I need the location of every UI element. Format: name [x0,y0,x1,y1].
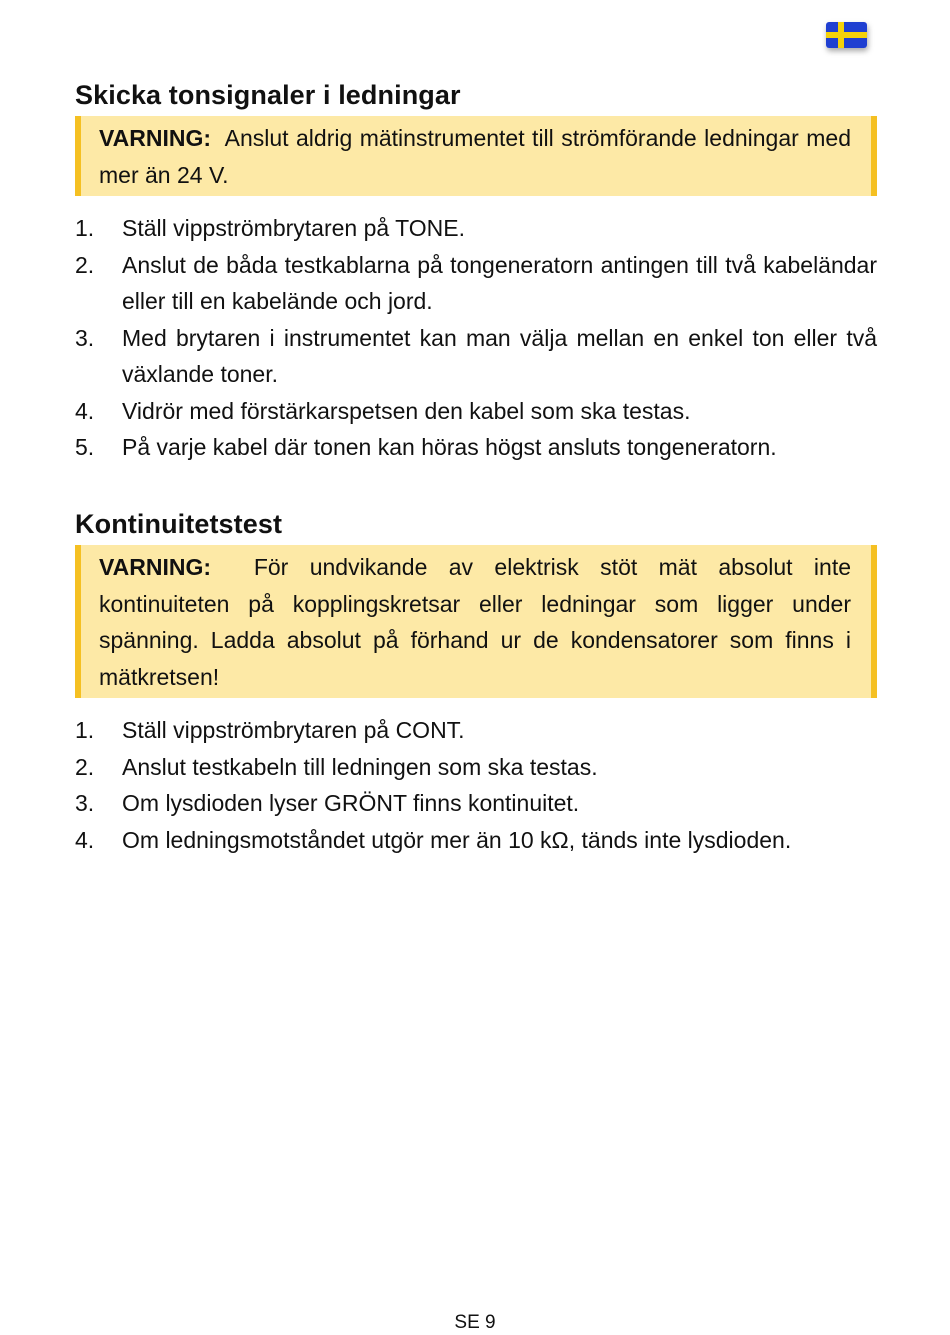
section-continuity-test [75,508,877,858]
step-text: Ställ vippströmbrytaren på TONE. [122,215,466,241]
section-tone-signals [75,79,877,466]
list-item [75,320,877,393]
step-text: Om lysdioden lyser GRÖNT finns kontinuitet. [122,790,580,816]
step-number: 2. [75,753,95,780]
list-item [75,429,877,466]
step-number: 3. [75,324,95,351]
step-number: 1. [75,215,95,241]
page-number: SE 9 [454,1312,496,1333]
warning-box [75,545,877,698]
sweden-flag-icon [826,22,867,48]
step-text: Anslut de båda testkablarna på tongeneratorn antingen till två kabeländar eller till en kabelände och jord. [122,251,877,314]
list-item [75,393,877,430]
steps-list [75,210,877,466]
step-text: Vidrör med förstärkarspetsen den kabel som ska testas. [122,397,691,424]
list-item [75,210,877,247]
step-text: På varje kabel där tonen kan höras högst ansluts tongeneratorn. [122,434,777,460]
steps-list [75,712,877,858]
step-text: Om ledningsmotståndet utgör mer än 10 kΩ, tänds inte lysdioden. [122,826,792,853]
list-item [75,785,877,822]
step-number: 3. [75,790,95,816]
step-number: 1. [75,717,95,743]
step-text: Ställ vippströmbrytaren på CONT. [122,717,465,743]
list-item [75,749,877,786]
step-text: Anslut testkabeln till ledningen som ska testas. [122,753,598,780]
warning-text: Anslut aldrig mätinstrumentet till strömförande ledningar med mer än 24 V. [99,125,851,188]
warning-box [75,116,877,196]
list-item [75,712,877,749]
list-item [75,822,877,859]
step-number: 4. [75,397,95,424]
list-item [75,247,877,320]
warning-label: VARNING: [99,554,212,580]
warning-label: VARNING: [99,125,212,151]
step-number: 4. [75,826,95,853]
section-heading: Kontinuitetstest [75,509,283,539]
warning-text: För undvikande av elektrisk stöt mät absolut inte kontinuiteten på kopplingskretsar eller ledningar som ligger under spänning. Ladda absolut på förhand ur de kondensatorer som finns i mätkretsen! [99,554,852,690]
step-number: 2. [75,251,95,278]
step-text: Med brytaren i instrumentet kan man välja mellan en enkel ton eller två växlande toner. [122,324,877,387]
section-heading: Skicka tonsignaler i ledningar [75,80,461,110]
step-number: 5. [75,434,95,460]
